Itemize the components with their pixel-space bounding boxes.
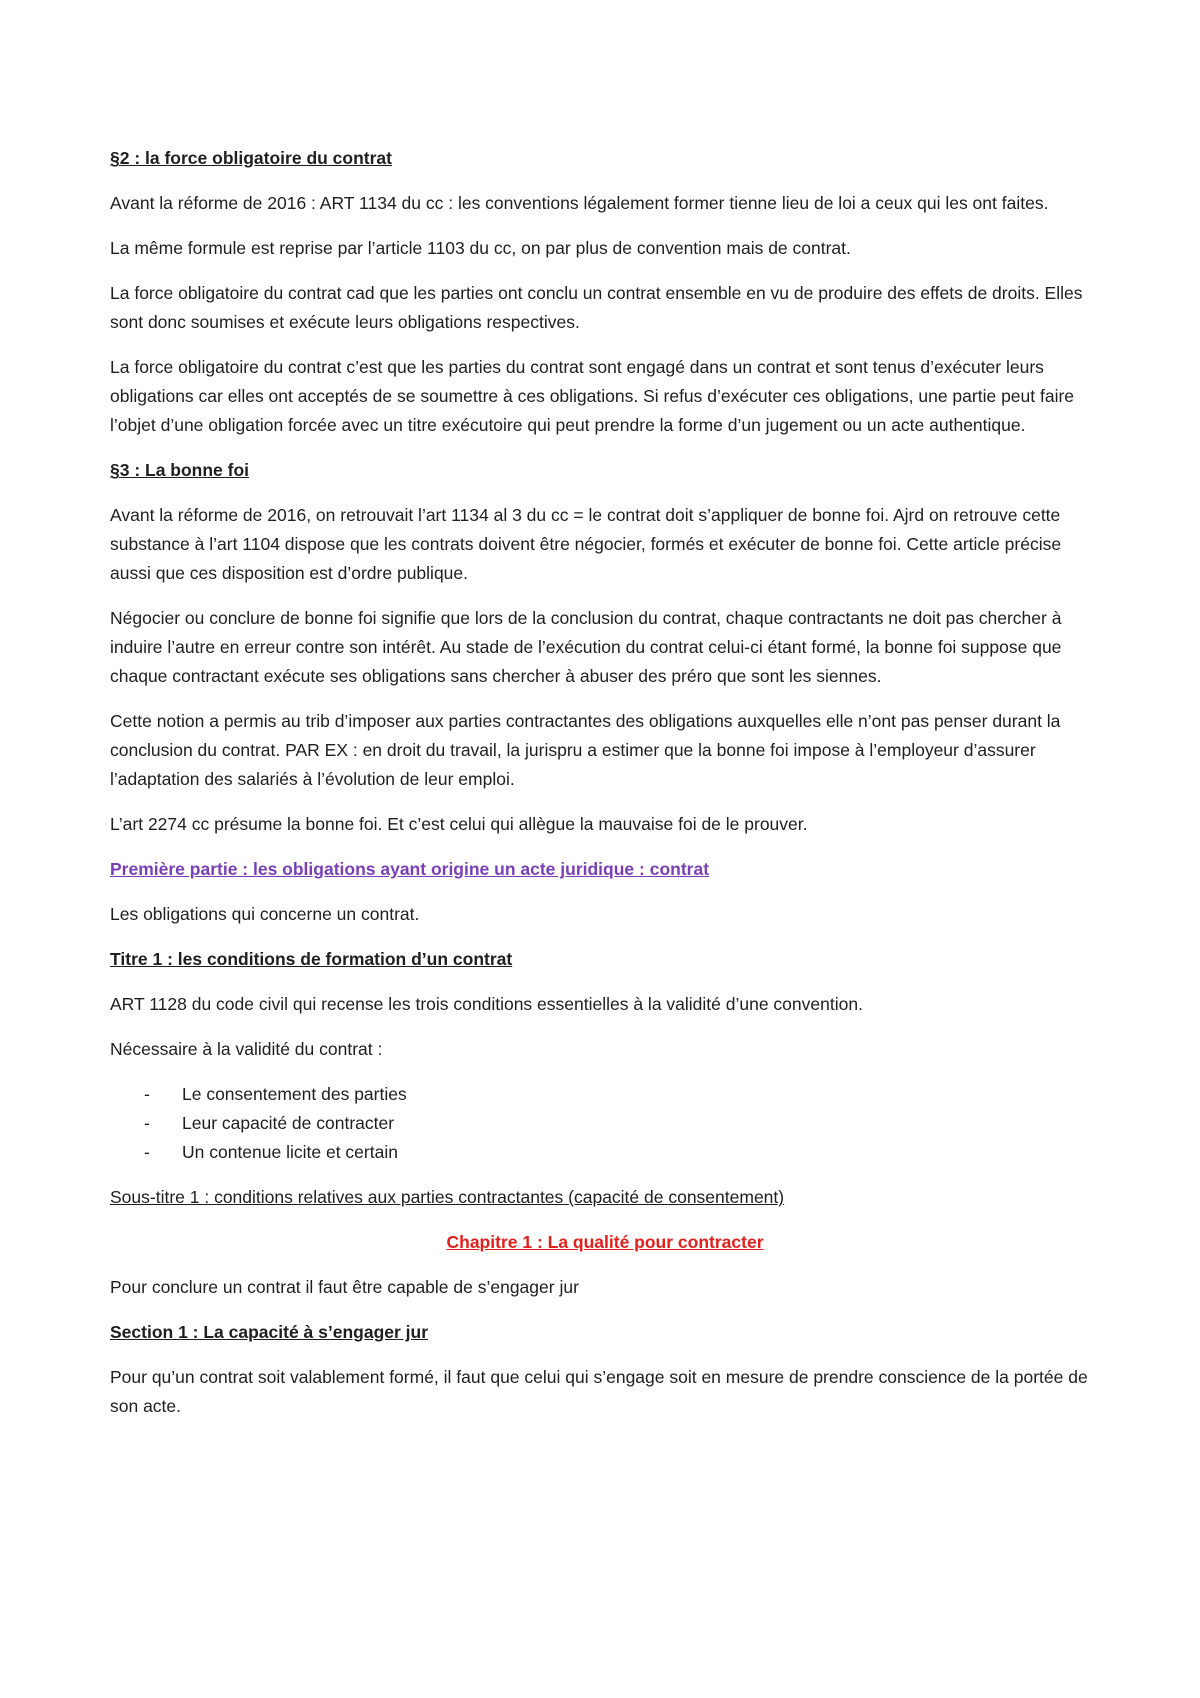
- document-page: [110, 144, 1100, 1437]
- list-item: [110, 1138, 1100, 1167]
- list-item-text: Un contenue licite et certain: [182, 1142, 398, 1162]
- paragraph: Avant la réforme de 2016, on retrouvait l’art 1134 al 3 du cc = le contrat doit s’appliquer de bonne foi. Ajrd on retrouve cette substance à l’art 1104 dispose que les contrats doivent être négocier, formés et exécuter de bonne foi. Cette article précise aussi que ces disposition est d’ordre publique.: [110, 505, 1062, 583]
- paragraph: L’art 2274 cc présume la bonne foi. Et c’est celui qui allègue la mauvaise foi de le prouver.: [110, 814, 808, 834]
- list-item-text: Le consentement des parties: [182, 1084, 407, 1104]
- list-item: [110, 1080, 1100, 1109]
- list-bullet: -: [144, 1142, 150, 1162]
- chapter-heading: Chapitre 1 : La qualité pour contracter: [446, 1232, 764, 1252]
- paragraph: Cette notion a permis au trib d’imposer aux parties contractantes des obligations auxquelles elle n’ont pas penser durant la conclusion du contrat. PAR EX : en droit du travail, la jurispru a estimer que la bonne foi impose à l’employeur d’assurer l’adaptation des salariés à l’évolution de leur emploi.: [110, 711, 1061, 789]
- paragraph: Pour conclure un contrat il faut être capable de s’engager jur: [110, 1277, 579, 1297]
- conditions-list: [110, 1080, 1100, 1167]
- paragraph: Avant la réforme de 2016 : ART 1134 du cc : les conventions légalement former tienne lieu de loi a ceux qui les ont faites.: [110, 193, 1049, 213]
- paragraph: La force obligatoire du contrat c’est que les parties du contrat sont engagé dans un contrat et sont tenus d’exécuter leurs obligations car elles ont acceptés de se soumettre à ces obligations. Si refus d’exécuter ces obligations, une partie peut faire l’objet d’une obligation forcée avec un titre exécutoire qui peut prendre la forme d’un jugement ou un acte authentique.: [110, 357, 1075, 435]
- section-heading-force-obligatoire: §2 : la force obligatoire du contrat: [110, 148, 392, 168]
- paragraph: La force obligatoire du contrat cad que les parties ont conclu un contrat ensemble en vu de produire des effets de droits. Elles sont donc soumises et exécute leurs obligations respectives.: [110, 283, 1083, 332]
- list-item-text: Leur capacité de contracter: [182, 1113, 395, 1133]
- list-bullet: -: [144, 1113, 150, 1133]
- title-heading: Titre 1 : les conditions de formation d’un contrat: [110, 949, 513, 969]
- paragraph: Négocier ou conclure de bonne foi signifie que lors de la conclusion du contrat, chaque contractants ne doit pas chercher à induire l’autre en erreur contre son intérêt. Au stade de l’exécution du contrat celui-ci étant formé, la bonne foi suppose que chaque contractant exécute ses obligations sans chercher à abuser des préro que sont les siennes.: [110, 608, 1062, 686]
- paragraph: Pour qu’un contrat soit valablement formé, il faut que celui qui s’engage soit en mesure de prendre conscience de la portée de son acte.: [110, 1367, 1088, 1416]
- paragraph: La même formule est reprise par l’article 1103 du cc, on par plus de convention mais de contrat.: [110, 238, 851, 258]
- paragraph: Nécessaire à la validité du contrat :: [110, 1039, 383, 1059]
- subtitle-heading: Sous-titre 1 : conditions relatives aux parties contractantes (capacité de consentement): [110, 1187, 785, 1207]
- list-item: [110, 1109, 1100, 1138]
- section-heading-capacite: Section 1 : La capacité à s’engager jur: [110, 1322, 429, 1342]
- paragraph: Les obligations qui concerne un contrat.: [110, 904, 420, 924]
- paragraph: ART 1128 du code civil qui recense les trois conditions essentielles à la validité d’une convention.: [110, 994, 863, 1014]
- section-heading-bonne-foi: §3 : La bonne foi: [110, 460, 250, 480]
- list-bullet: -: [144, 1084, 150, 1104]
- part-heading: Première partie : les obligations ayant origine un acte juridique : contrat: [110, 859, 710, 879]
